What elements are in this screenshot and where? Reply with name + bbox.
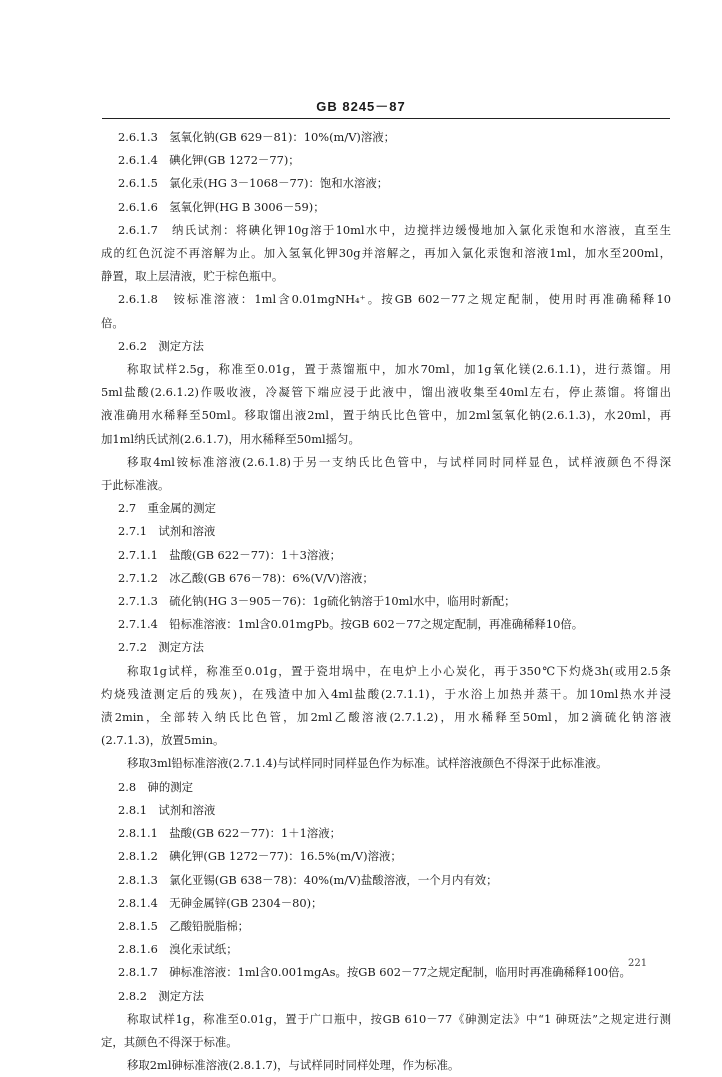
paragraph-line: 静置，取上层清液，贮于棕色瓶中。	[101, 269, 284, 284]
header-rule	[102, 118, 670, 119]
section-heading-2-8: 2.8 砷的测定	[118, 779, 194, 794]
paragraph-line: 移取3ml铅标准溶液(2.7.1.4)与试样同时同样显色作为标准。试样溶液颜色不得深于此标准液。	[127, 756, 608, 771]
clause-2-6-1-6: 2.6.1.6 氢氧化钾(HG B 3006－59)；	[118, 199, 325, 214]
paragraph-line: 称取试样1g，称准至0.01g，置于广口瓶中，按GB 610－77《砷测定法》中“1 砷斑法”之规定进行测	[127, 1011, 671, 1026]
clause-2-6-1-8: 2.6.1.8 铵标准溶液：1ml含0.01mgNH₄⁺。按GB 602－77之规定配制，使用时再准确稀释10	[118, 292, 671, 307]
section-heading-2-8-2: 2.8.2 测定方法	[118, 988, 204, 1003]
clause-2-7-1-1: 2.7.1.1 盐酸(GB 622－77)：1＋3溶液；	[118, 547, 342, 562]
paragraph-line: 渍2min，全部转入纳氏比色管，加2ml乙酸溶液(2.7.1.2)，用水稀释至50ml，加2滴硫化钠溶液	[101, 710, 671, 725]
paragraph-line: 加1ml纳氏试剂(2.6.1.7)，用水稀释至50ml摇匀。	[101, 431, 360, 446]
paragraph-line: 称取试样2.5g，称准至0.01g，置于蒸馏瓶中，加水70ml，加1g氧化镁(2.6.1.1)，进行蒸馏。用	[127, 362, 671, 377]
clause-2-8-1-3: 2.8.1.3 氯化亚锡(GB 638－78)：40%(m/V)盐酸溶液，一个月内有效；	[118, 872, 498, 887]
section-heading-2-8-1: 2.8.1 试剂和溶液	[118, 802, 216, 817]
clause-2-8-1-1: 2.8.1.1 盐酸(GB 622－77)：1＋1溶液；	[118, 826, 342, 841]
paragraph-line: 于此标准液。	[101, 478, 170, 493]
clause-2-7-1-2: 2.7.1.2 冰乙酸(GB 676－78)：6%(V/V)溶液；	[118, 570, 374, 585]
paragraph-line: 5ml盐酸(2.6.1.2)作吸收液，冷凝管下端应浸于此液中，馏出液收集至40ml左右，停止蒸馏。将馏出	[101, 385, 671, 400]
clause-2-6-1-7: 2.6.1.7 纳氏试剂：将碘化钾10g溶于10ml水中，边搅拌边缓慢地加入氯化汞饱和水溶液，直至生	[118, 222, 671, 237]
paragraph-line: 移取4ml铵标准溶液(2.6.1.8)于另一支纳氏比色管中，与试样同时同样显色，试样液颜色不得深	[127, 454, 671, 469]
paragraph-line: 称取1g试样，称准至0.01g，置于瓷坩埚中，在电炉上小心炭化，再于350℃下灼烧3h(或用2.5条	[127, 663, 671, 678]
clause-2-6-1-4: 2.6.1.4 碘化钾(GB 1272－77)；	[118, 153, 300, 168]
clause-2-8-1-5: 2.8.1.5 乙酸铅脱脂棉；	[118, 918, 249, 933]
clause-2-6-1-5: 2.6.1.5 氯化汞(HG 3－1068－77)：饱和水溶液；	[118, 176, 389, 191]
paragraph-line: 倍。	[101, 315, 124, 330]
document-body	[101, 126, 671, 1077]
clause-2-8-1-6: 2.8.1.6 溴化汞试纸；	[118, 942, 238, 957]
clause-2-8-1-2: 2.8.1.2 碘化钾(GB 1272－77)：16.5%(m/V)溶液；	[118, 849, 402, 864]
clause-2-8-1-7: 2.8.1.7 砷标准溶液：1ml含0.001mgAs。按GB 602－77之规定配制，临用时再准确稀释100倍。	[118, 965, 631, 980]
clause-2-7-1-4: 2.7.1.4 铅标准溶液：1ml含0.01mgPb。按GB 602－77之规定配制，再准确稀释10倍。	[118, 617, 584, 632]
clause-2-8-1-4: 2.8.1.4 无砷金属锌(GB 2304－80)；	[118, 895, 323, 910]
paragraph-line: 定，其颜色不得深于标准。	[101, 1034, 238, 1049]
standard-header: GB 8245－87	[316, 99, 406, 114]
section-heading-2-7-2: 2.7.2 测定方法	[118, 640, 204, 655]
paragraph-line: 成的红色沉淀不再溶解为止。加入氢氧化钾30g并溶解之，再加入氯化汞饱和溶液1ml，加水至200ml，	[101, 246, 671, 261]
paragraph-line: 移取2ml砷标准溶液(2.8.1.7)，与试样同时同样处理，作为标准。	[127, 1058, 460, 1073]
paragraph-line: 液准确用水稀释至50ml。移取馏出液2ml，置于纳氏比色管中，加2ml氢氧化钠(2.6.1.3)，水20ml，再	[101, 408, 671, 423]
section-heading-2-6-2: 2.6.2 测定方法	[118, 338, 204, 353]
page-number: 221	[628, 958, 648, 969]
clause-2-6-1-3: 2.6.1.3 氢氧化钠(GB 629－81)：10%(m/V)溶液；	[118, 130, 396, 144]
paragraph-line: 灼烧残渣测定后的残灰)，在残渣中加入4ml盐酸(2.7.1.1)，于水浴上加热并蒸干。加10ml热水并浸	[101, 686, 671, 701]
section-heading-2-7-1: 2.7.1 试剂和溶液	[118, 524, 216, 539]
clause-2-7-1-3: 2.7.1.3 硫化钠(HG 3－905－76)：1g硫化钠溶于10ml水中，临用时新配；	[118, 594, 516, 609]
section-heading-2-7: 2.7 重金属的测定	[118, 501, 216, 516]
paragraph-line: (2.7.1.3)，放置5min。	[101, 733, 225, 748]
